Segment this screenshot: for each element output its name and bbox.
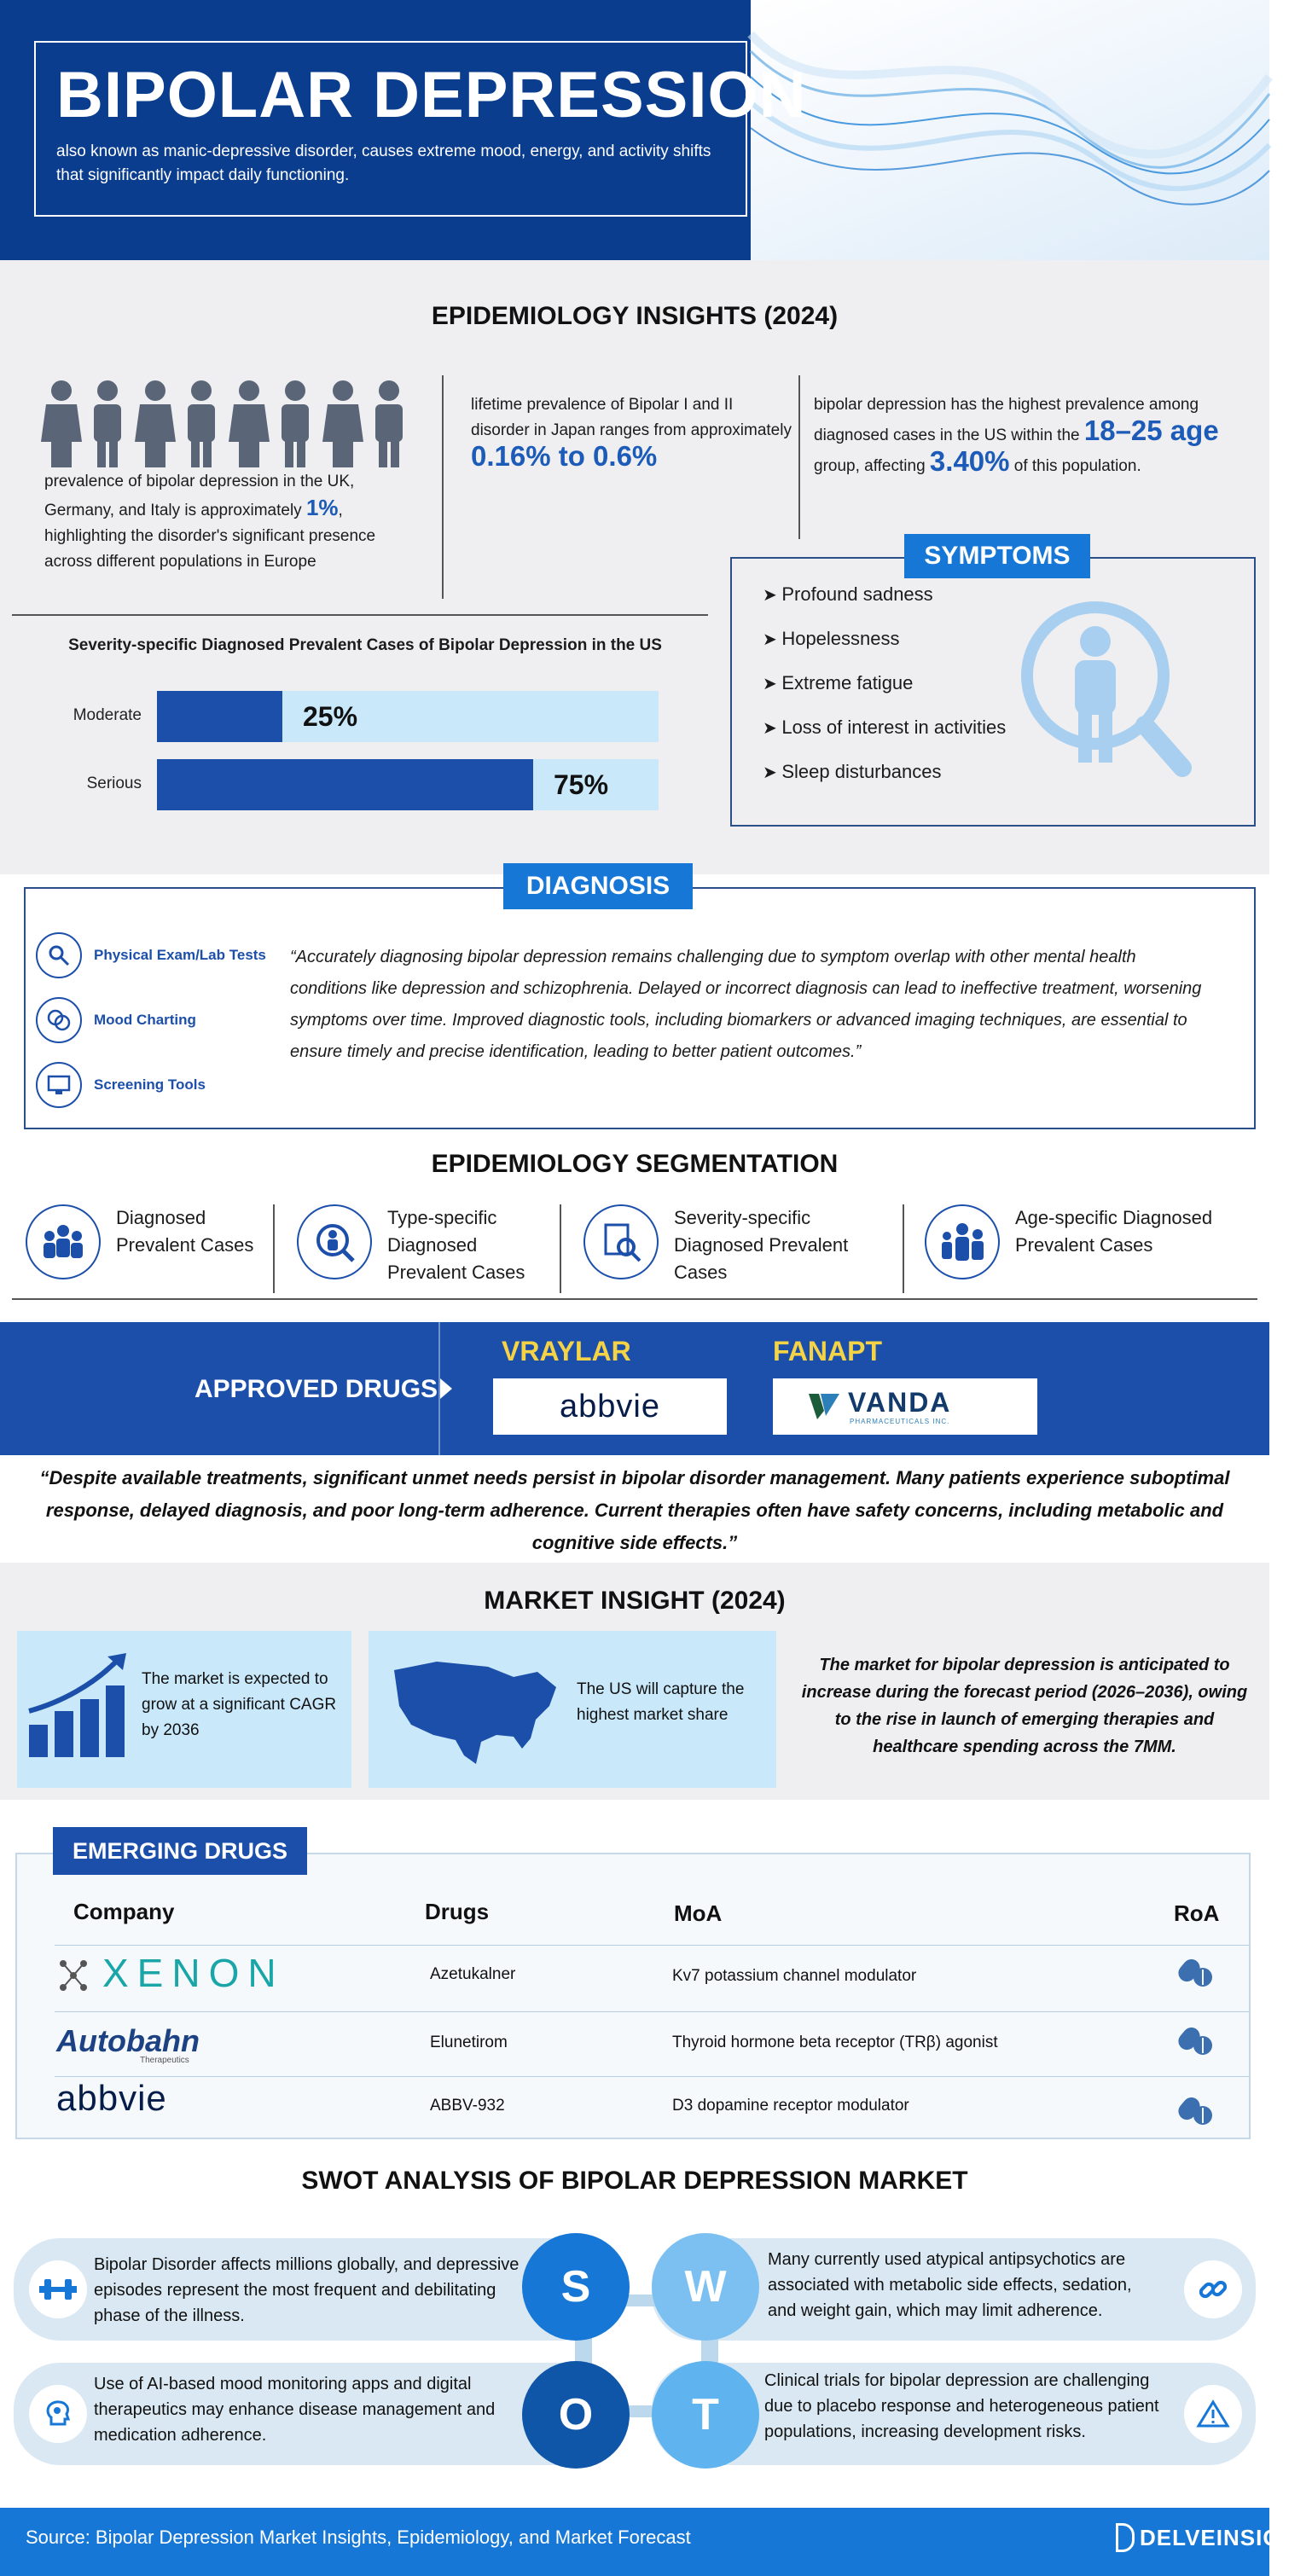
vanda-logo-text: VANDA <box>848 1387 952 1418</box>
search-person-icon <box>297 1204 372 1279</box>
diagnosis-method <box>36 923 292 988</box>
emerging-drugs-title: EMERGING DRUGS <box>53 1827 307 1875</box>
market-outlook-text: The market for bipolar depression is anticipated to increase during the forecast period (2026–2036), owing to the rise in launch of emerging therapies and healthcare spending across the 7MM. <box>801 1656 1248 1756</box>
japan-highlight: 0.16% to 0.6% <box>471 440 658 472</box>
bar-moderate <box>157 691 282 742</box>
oral-pill-icon <box>1177 2023 1215 2061</box>
swot-w-circle: W <box>652 2233 759 2341</box>
europe-text-before: prevalence of bipolar depression in the UK, Germany, and Italy is approximately <box>44 473 355 519</box>
drug-name: ABBV-932 <box>430 2097 505 2115</box>
table-divider <box>55 1945 1249 1946</box>
xenon-mark-icon <box>58 1957 89 1994</box>
bar-value-label: 75% <box>554 769 609 800</box>
divider-horizontal <box>12 614 708 616</box>
table-row <box>55 2078 1249 2139</box>
symptom-item <box>763 628 1070 672</box>
symptom-label: Profound sadness <box>781 583 933 605</box>
diagnosis-quote: “Accurately diagnosing bipolar depression remains challenging due to symptom overlap with other mental health conditions like depression and schizophrenia. Delayed or incorrect diagnosis can lead to ineffective treatment, worsening symptoms over time. Improved diagnostic tools, including biomarkers or advanced imaging techniques, are essential to ensure timely and precise identification, leading to better patient outcomes.” <box>290 948 1202 1061</box>
segmentation-title: EPIDEMIOLOGY SEGMENTATION <box>431 1150 839 1178</box>
swot-title: SWOT ANALYSIS OF BIPOLAR DEPRESSION MARKET <box>301 2167 968 2195</box>
approved-drugs-label: APPROVED DRUGS <box>194 1375 438 1403</box>
header-wave-graphic <box>751 0 1269 260</box>
diagnosis-method-label: Mood Charting <box>94 1012 196 1028</box>
swot-strength-text: Bipolar Disorder affects millions globally, and depressive episodes represent the most frequent and debilitating phase of the illness. <box>94 2255 520 2325</box>
symptom-label: Sleep disturbances <box>781 761 942 782</box>
group-icon <box>26 1204 101 1279</box>
growth-chart-icon <box>26 1651 131 1759</box>
symptom-label: Extreme fatigue <box>781 672 914 693</box>
symptom-item <box>763 672 1070 717</box>
segmentation-item <box>583 1204 879 1286</box>
segmentation-bottom-line <box>12 1298 1257 1300</box>
market-title: MARKET INSIGHT (2024) <box>484 1587 786 1615</box>
drug-moa: Thyroid hormone beta receptor (TRβ) agonist <box>672 2034 998 2051</box>
market-share-text: The US will capture the highest market share <box>577 1680 745 1724</box>
diagnosis-title: DIAGNOSIS <box>503 863 693 909</box>
epidemiology-title: EPIDEMIOLOGY INSIGHTS (2024) <box>431 302 839 330</box>
symptom-label: Loss of interest in activities <box>781 717 1007 738</box>
us-pct-highlight: 3.40% <box>929 445 1010 477</box>
symptoms-list <box>763 583 1070 805</box>
page-subtitle: also known as manic-depressive disorder, causes extreme mood, energy, and activity shifts that significantly impact daily functioning. <box>56 142 711 184</box>
warning-icon <box>1184 2385 1242 2443</box>
autobahn-logo: Autobahn <box>56 2023 200 2058</box>
us-text-mid: group, affecting <box>814 457 926 475</box>
segmentation-divider <box>903 1204 904 1293</box>
divider-vertical-2 <box>798 375 800 539</box>
segmentation-label: Diagnosed Prevalent Cases <box>116 1207 254 1256</box>
abbvie-table-logo: abbvie <box>56 2078 167 2118</box>
footer-source: Source: Bipolar Depression Market Insights, Epidemiology, and Market Forecast <box>26 2527 691 2548</box>
table-row <box>55 2013 1249 2076</box>
us-text-before: bipolar depression has the highest prevalence among diagnosed cases in the US within the <box>814 396 1199 444</box>
segmentation-label: Severity-specific Diagnosed Prevalent Cases <box>674 1207 849 1283</box>
europe-prevalence-text <box>44 469 420 575</box>
header-company: Company <box>73 1899 175 1924</box>
japan-text: lifetime prevalence of Bipolar I and II disorder in Japan ranges from approximately <box>471 396 792 439</box>
oral-pill-icon <box>1177 2093 1215 2131</box>
us-text-after: of this population. <box>1013 457 1141 475</box>
swot-opportunity-text: Use of AI-based mood monitoring apps and digital therapeutics may enhance disease management and medication adherence. <box>94 2375 496 2445</box>
bar-category-label: Serious <box>86 775 142 792</box>
table-divider <box>55 2076 1249 2077</box>
vanda-logo-subtext: PHARMACEUTICALS INC. <box>850 1418 950 1425</box>
drug-name: Azetukalner <box>430 1965 516 1983</box>
segmentation-label: Age-specific Diagnosed Prevalent Cases <box>1015 1207 1213 1256</box>
monitor-icon <box>36 1062 82 1108</box>
bar-value-label: 25% <box>303 701 358 732</box>
arrow-right-icon <box>440 1378 452 1399</box>
swot-t-circle: T <box>652 2361 759 2469</box>
people-icon-group <box>38 379 413 467</box>
swot-weakness-text: Many currently used atypical antipsychotics are associated with metabolic side effects, sedation, and weight gain, which may limit adherence. <box>768 2250 1132 2320</box>
severity-chart-title: Severity-specific Diagnosed Prevalent Cases of Bipolar Depression in the US <box>68 636 662 654</box>
bar-serious <box>157 759 533 810</box>
diagnosis-methods <box>36 923 292 1117</box>
delveinsight-logo: DELVEINSIGHT <box>1140 2525 1312 2550</box>
japan-prevalence-text <box>471 392 795 474</box>
chevron-right-icon: ➤ <box>763 675 782 693</box>
drug-name-vraylar: VRAYLAR <box>502 1336 631 1366</box>
microscope-icon <box>36 932 82 978</box>
europe-text-after: , highlighting the disorder's significant presence across different populations in Europe <box>44 502 376 571</box>
severity-chart <box>0 674 734 827</box>
us-prevalence-text <box>814 392 1240 479</box>
oral-pill-icon <box>1177 1955 1215 1993</box>
header-drugs: Drugs <box>425 1899 490 1924</box>
drugs-divider <box>438 1322 440 1455</box>
vanda-mark-icon <box>807 1390 841 1421</box>
segmentation-divider <box>273 1204 275 1293</box>
europe-highlight: 1% <box>305 495 339 520</box>
symptom-item <box>763 717 1070 761</box>
symptoms-title: SYMPTOMS <box>904 534 1090 578</box>
chevron-right-icon: ➤ <box>763 763 782 782</box>
symptom-label: Hopelessness <box>781 628 900 649</box>
drug-name: Elunetirom <box>430 2034 508 2051</box>
us-age-highlight: 18–25 age <box>1083 415 1219 446</box>
page-title: BIPOLAR DEPRESSION <box>56 59 807 131</box>
diagnosis-method-label: Screening Tools <box>94 1076 206 1093</box>
drug-moa: D3 dopamine receptor modulator <box>672 2097 909 2115</box>
chevron-right-icon: ➤ <box>763 719 782 738</box>
swot-s-circle: S <box>522 2233 630 2341</box>
dumbbell-icon <box>29 2260 87 2318</box>
ai-head-icon <box>29 2385 87 2443</box>
drug-name-fanapt: FANAPT <box>773 1336 882 1366</box>
wave-decoration <box>751 0 1269 260</box>
delveinsight-mark-icon <box>1116 2523 1135 2552</box>
swot-o-circle: O <box>522 2361 630 2469</box>
us-map-icon <box>386 1653 565 1772</box>
abbvie-logo <box>493 1378 727 1435</box>
header-moa: MoA <box>674 1900 723 1926</box>
segmentation-label: Type-specific Diagnosed Prevalent Cases <box>387 1207 525 1283</box>
broken-link-icon <box>1184 2260 1242 2318</box>
swot-threat-text: Clinical trials for bipolar depression are challenging due to placebo response and heterogeneous patient populations, increasing development risks. <box>764 2371 1159 2441</box>
chevron-right-icon: ➤ <box>763 586 782 605</box>
abbvie-logo-text: abbvie <box>560 1389 660 1424</box>
xenon-logo: XENON <box>102 1951 285 1995</box>
header-roa: RoA <box>1174 1900 1220 1926</box>
symptom-item <box>763 583 1070 628</box>
drug-moa: Kv7 potassium channel modulator <box>672 1967 917 1985</box>
segmentation-item <box>26 1204 261 1279</box>
segmentation-item <box>925 1204 1263 1279</box>
diagnosis-method <box>36 1053 292 1117</box>
document-search-icon <box>583 1204 659 1279</box>
table-divider <box>55 2011 1249 2012</box>
unmet-needs-quote: “Despite available treatments, significant unmet needs persist in bipolar disorder management. Many patients experience suboptimal response, delayed diagnosis, and poor long-term adherence. Current therapies often have safety concerns, including metabolic and cognitive side effects.” <box>39 1467 1230 1553</box>
diagnosis-method-label: Physical Exam/Lab Tests <box>94 947 266 963</box>
divider-vertical-1 <box>442 375 444 599</box>
segmentation-item <box>297 1204 549 1286</box>
mood-faces-icon <box>36 997 82 1043</box>
age-group-icon <box>925 1204 1000 1279</box>
vanda-logo <box>773 1378 1037 1435</box>
chevron-right-icon: ➤ <box>763 630 782 649</box>
market-growth-text: The market is expected to grow at a significant CAGR by 2036 <box>142 1670 337 1739</box>
segmentation-divider <box>560 1204 561 1293</box>
symptom-item <box>763 761 1070 805</box>
people-icon <box>38 379 413 467</box>
bar-category-label: Moderate <box>73 706 142 724</box>
diagnosis-method <box>36 988 292 1053</box>
autobahn-logo-subtext: Therapeutics <box>140 2056 189 2065</box>
